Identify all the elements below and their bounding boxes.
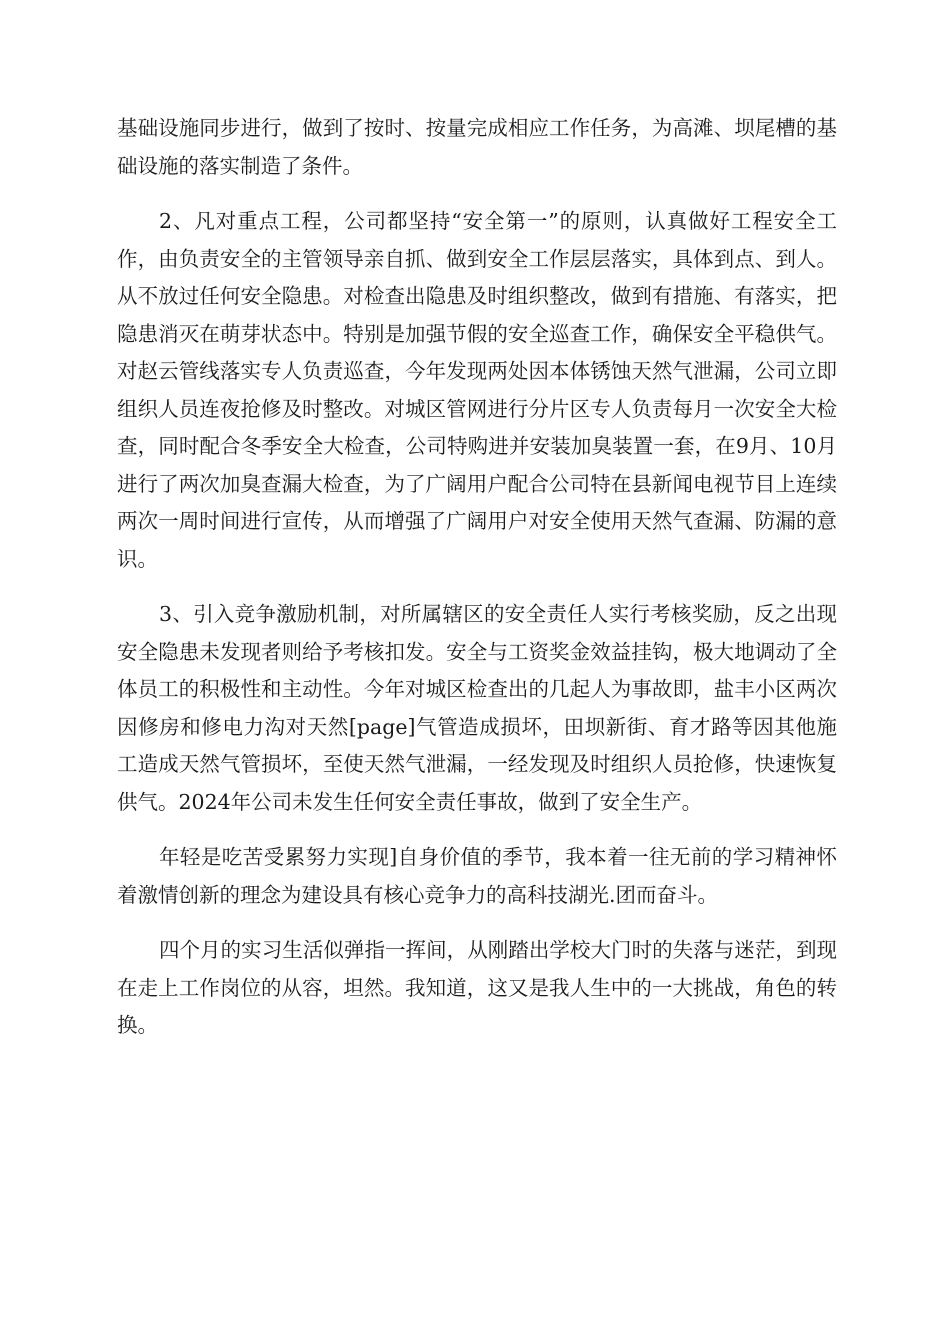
paragraph-internship: 四个月的实习生活似弹指一挥间，从刚踏出学校大门时的失落与迷茫，到现在走上工作岗位的从容，坦然。我知道，这又是我人生中的一大挑战，角色的转换。 xyxy=(117,938,837,1037)
paragraph-item-3: 3、引入竞争激励机制，对所属辖区的安全责任人实行考核奖励，反之出现安全隐患未发现者则给予考核扣发。安全与工资奖金效益挂钩，极大地调动了全体员工的积极性和主动性。今年对城区检查出的几起人为事故即，盐丰小区两次因修房和修电力沟对天然[page]气管造成损坏，田坝新街、育才路等因其他施工造成天然气管损坏，至使天然气泄漏，一经发现及时组织人员抢修，快速恢复供气。2024年公司未发生任何安全责任事故，做到了安全生产。 xyxy=(117,602,837,814)
paragraph-item-2: 2、凡对重点工程，公司都坚持“安全第一”的原则，认真做好工程安全工作，由负责安全的主管领导亲自抓、做到安全工作层层落实，具体到点、到人。从不放过任何安全隐患。对检查出隐患及时组织整改，做到有措施、有落实，把隐患消灭在萌芽状态中。特别是加强节假的安全巡查工作，确保安全平稳供气。对赵云管线落实专人负责巡查，今年发现两处因本体锈蚀天然气泄漏，公司立即组织人员连夜抢修及时整改。对城区管网进行分片区专人负责每月一次安全大检查，同时配合冬季安全大检查，公司特购进并安装加臭装置一套，在9月、10月进行了两次加臭查漏大检查，为了广阔用户配合公司特在县新闻电视节目上连续两次一周时间进行宣传，从而增强了广阔用户对安全使用天然气查漏、防漏的意识。 xyxy=(117,209,837,571)
paragraph-continuation: 基础设施同步进行，做到了按时、按量完成相应工作任务，为高滩、坝尾槽的基础设施的落实制造了条件。 xyxy=(117,116,837,178)
paragraph-youth: 年轻是吃苦受累努力实现]自身价值的季节，我本着一往无前的学习精神怀着激情创新的理念为建设具有核心竞争力的高科技湖光.团而奋斗。 xyxy=(117,845,837,907)
document-body xyxy=(117,110,837,1063)
